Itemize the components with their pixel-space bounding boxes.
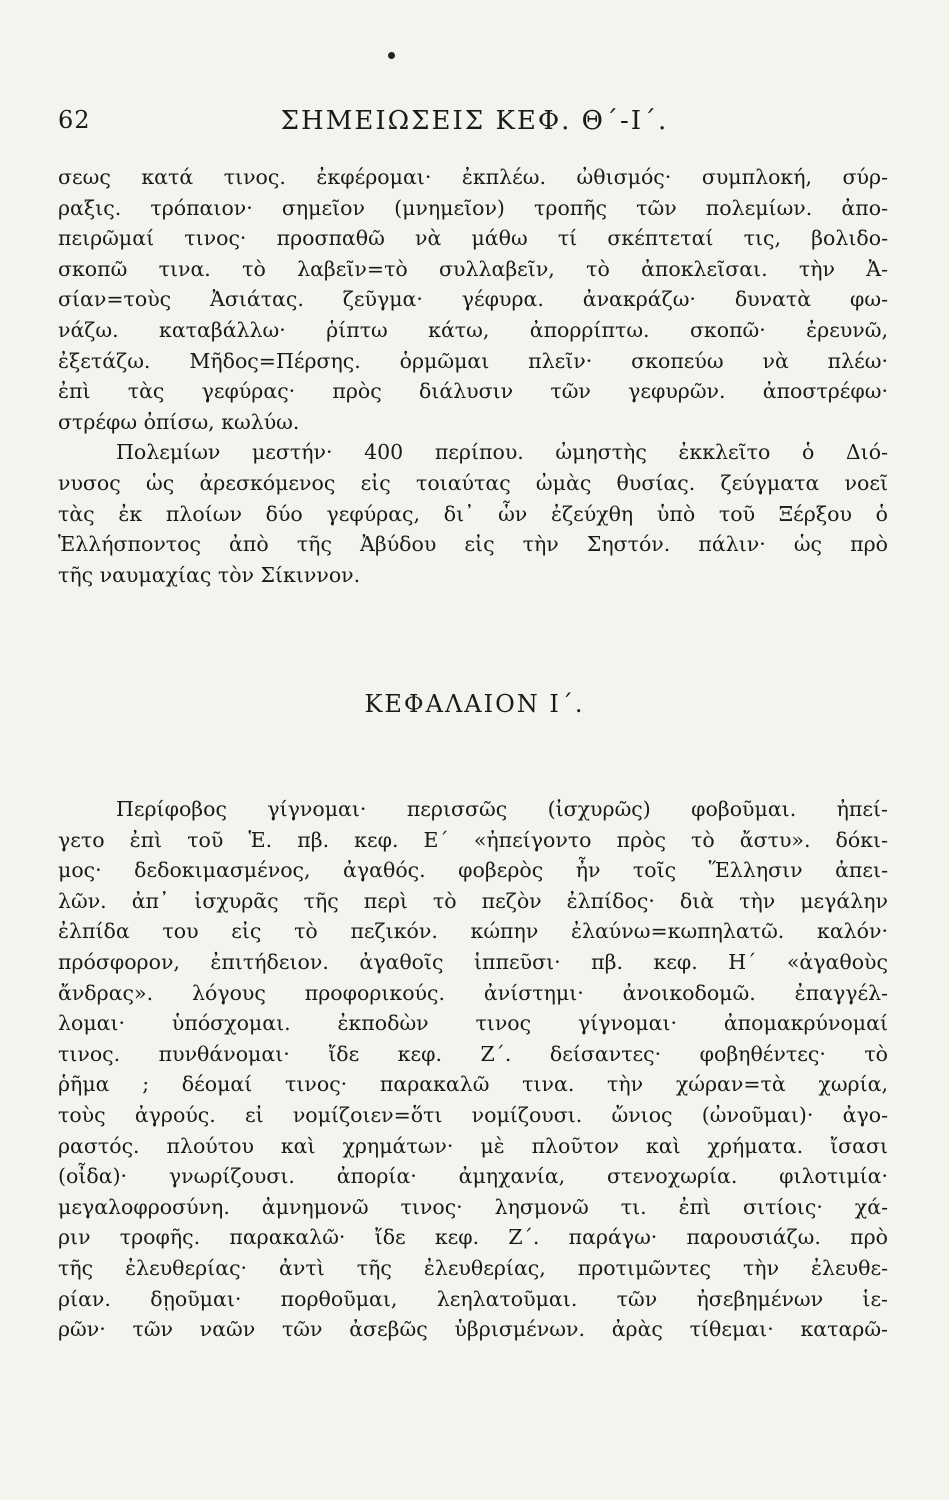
text-line: ριν τροφῆς. παρακαλῶ· ἴδε κεφ. Ζ΄. παράγω· παρουσιάζω. πρὸ (58, 1225, 888, 1250)
text-line: τοὺς ἀγρούς. εἰ νομίζοιεν=ὅτι νομίζουσι. ὤνιος (ὠνοῦμαι)· ἀγο- (58, 1102, 888, 1127)
text-line: τινος. πυνθάνομαι· ἴδε κεφ. Ζ΄. δείσαντες· φοβηθέντες· τὸ (58, 1041, 888, 1066)
text-line: τῆς ἐλευθερίας· ἀντὶ τῆς ἐλευθερίας, προτιμῶντες τὴν ἐλευθε- (58, 1255, 888, 1280)
text-line: Ἑλλήσποντος ἀπὸ τῆς Ἀβύδου εἰς τὴν Σηστόν. πάλιν· ὡς πρὸ (58, 532, 888, 557)
text-line: νυσος ὡς ἀρεσκόμενος εἰς τοιαύτας ὠμὰς θυσίας. ζεύγματα νοεῖ (58, 470, 888, 495)
text-line: σεως κατά τινος. ἐκφέρομαι· ἐκπλέω. ὠθισμός· συμπλοκή, σύρ- (58, 165, 888, 189)
text-line: σκοπῶ τινα. τὸ λαβεῖν=τὸ συλλαβεῖν, τὸ ἀποκλεῖσαι. τὴν Ἀ- (58, 256, 888, 281)
text-line: μεγαλοφροσύνη. ἀμνημονῶ τινος· λησμονῶ τι. ἐπὶ σιτίοις· χά- (58, 1194, 888, 1219)
text-line: πρόσφορον, ἐπιτήδειον. ἀγαθοῖς ἱππεῦσι· πβ. κεφ. Η΄ «ἀγαθοὺς (58, 949, 888, 974)
text-line: ῥῆμα ; δέομαί τινος· παρακαλῶ τινα. τὴν χώραν=τὰ χωρία, (58, 1072, 888, 1097)
text-line: λῶν. ἀπ᾽ ἰσχυρᾶς τῆς περὶ τὸ πεζὸν ἐλπίδος· διὰ τὴν μεγάλην (58, 888, 888, 913)
text-line: μος· δεδοκιμασμένος, ἀγαθός. φοβερὸς ἦν τοῖς Ἕλλησιν ἀπει- (58, 858, 888, 883)
text-line: ἐλπίδα του εἰς τὸ πεζικόν. κώπην ἐλαύνω=κωπηλατῶ. καλόν· (58, 919, 888, 944)
text-line: στρέφω ὀπίσω, κωλύω. (58, 409, 300, 434)
text-line: (οἶδα)· γνωρίζουσι. ἀπορία· ἀμηχανία, στενοχωρία. φιλοτιμία· (58, 1164, 888, 1189)
text-line: ρῶν· τῶν ναῶν τῶν ἀσεβῶς ὑβρισμένων. ἀρὰς τίθεμαι· καταρῶ- (58, 1317, 888, 1342)
text-line: Πολεμίων μεστήν· 400 περίπου. ὠμηστὴς ἐκκλεῖτο ὁ Διό- (116, 440, 888, 465)
text-line: τὰς ἐκ πλοίων δύο γεφύρας, δι᾽ ὧν ἐζεύχθη ὑπὸ τοῦ Ξέρξου ὁ (58, 501, 888, 526)
text-line: νάζω. καταβάλλω· ῥίπτω κάτω, ἀπορρίπτω. σκοπῶ· ἐρευνῶ, (58, 317, 888, 342)
chapter-title: ΚΕΦΑΛΑΙΟΝ Ι΄. (364, 690, 585, 718)
text-line: ἐξετάζω. Μῆδος=Πέρσης. ὁρμῶμαι πλεῖν· σκοπεύω νὰ πλέω· (58, 348, 888, 373)
text-line: ραστός. πλούτου καὶ χρημάτων· μὲ πλοῦτον καὶ χρήματα. ἴσασι (58, 1133, 888, 1158)
text-line: πειρῶμαί τινος· προσπαθῶ νὰ μάθω τί σκέπτεταί τις, βολιδο- (58, 226, 888, 251)
text-line: ἄνδρας». λόγους προφορικούς. ἀνίστημι· ἀνοικοδομῶ. ἐπαγγέλ- (58, 980, 888, 1005)
text-line: γετο ἐπὶ τοῦ Ἑ. πβ. κεφ. Ε΄ «ἠπείγοντο πρὸς τὸ ἄστυ». δόκι- (58, 827, 888, 852)
notes-section-1 (58, 162, 888, 590)
text-line: ἐπὶ τὰς γεφύρας· πρὸς διάλυσιν τῶν γεφυρῶν. ἀποστρέφω· (58, 379, 888, 404)
text-line: Περίφοβος γίγνομαι· περισσῶς (ἰσχυρῶς) φοβοῦμαι. ἠπεί- (116, 797, 888, 821)
text-line: τῆς ναυμαχίας τὸν Σίκιννον. (58, 562, 361, 587)
notes-section-2 (58, 794, 888, 1345)
text-line: σίαν=τοὺς Ἀσιάτας. ζεῦγμα· γέφυρα. ἀνακράζω· δυνατὰ φω- (58, 287, 888, 312)
text-line: ρίαν. δῃοῦμαι· πορθοῦμαι, λεηλατοῦμαι. τῶν ἠσεβημένων ἱε- (58, 1286, 888, 1311)
header-title: ΣΗΜΕΙΩΣΕΙΣ ΚΕΦ. Θ΄-Ι΄. (280, 106, 669, 136)
ink-dot (388, 52, 395, 59)
page-number: 62 (58, 106, 91, 134)
running-head (0, 100, 949, 140)
text-line: λομαι· ὑπόσχομαι. ἐκποδὼν τινος γίγνομαι· ἀπομακρύνομαί (58, 1011, 888, 1036)
text-line: ραξις. τρόπαιον· σημεῖον (μνημεῖον) τροπῆς τῶν πολεμίων. ἀπο- (58, 195, 888, 220)
